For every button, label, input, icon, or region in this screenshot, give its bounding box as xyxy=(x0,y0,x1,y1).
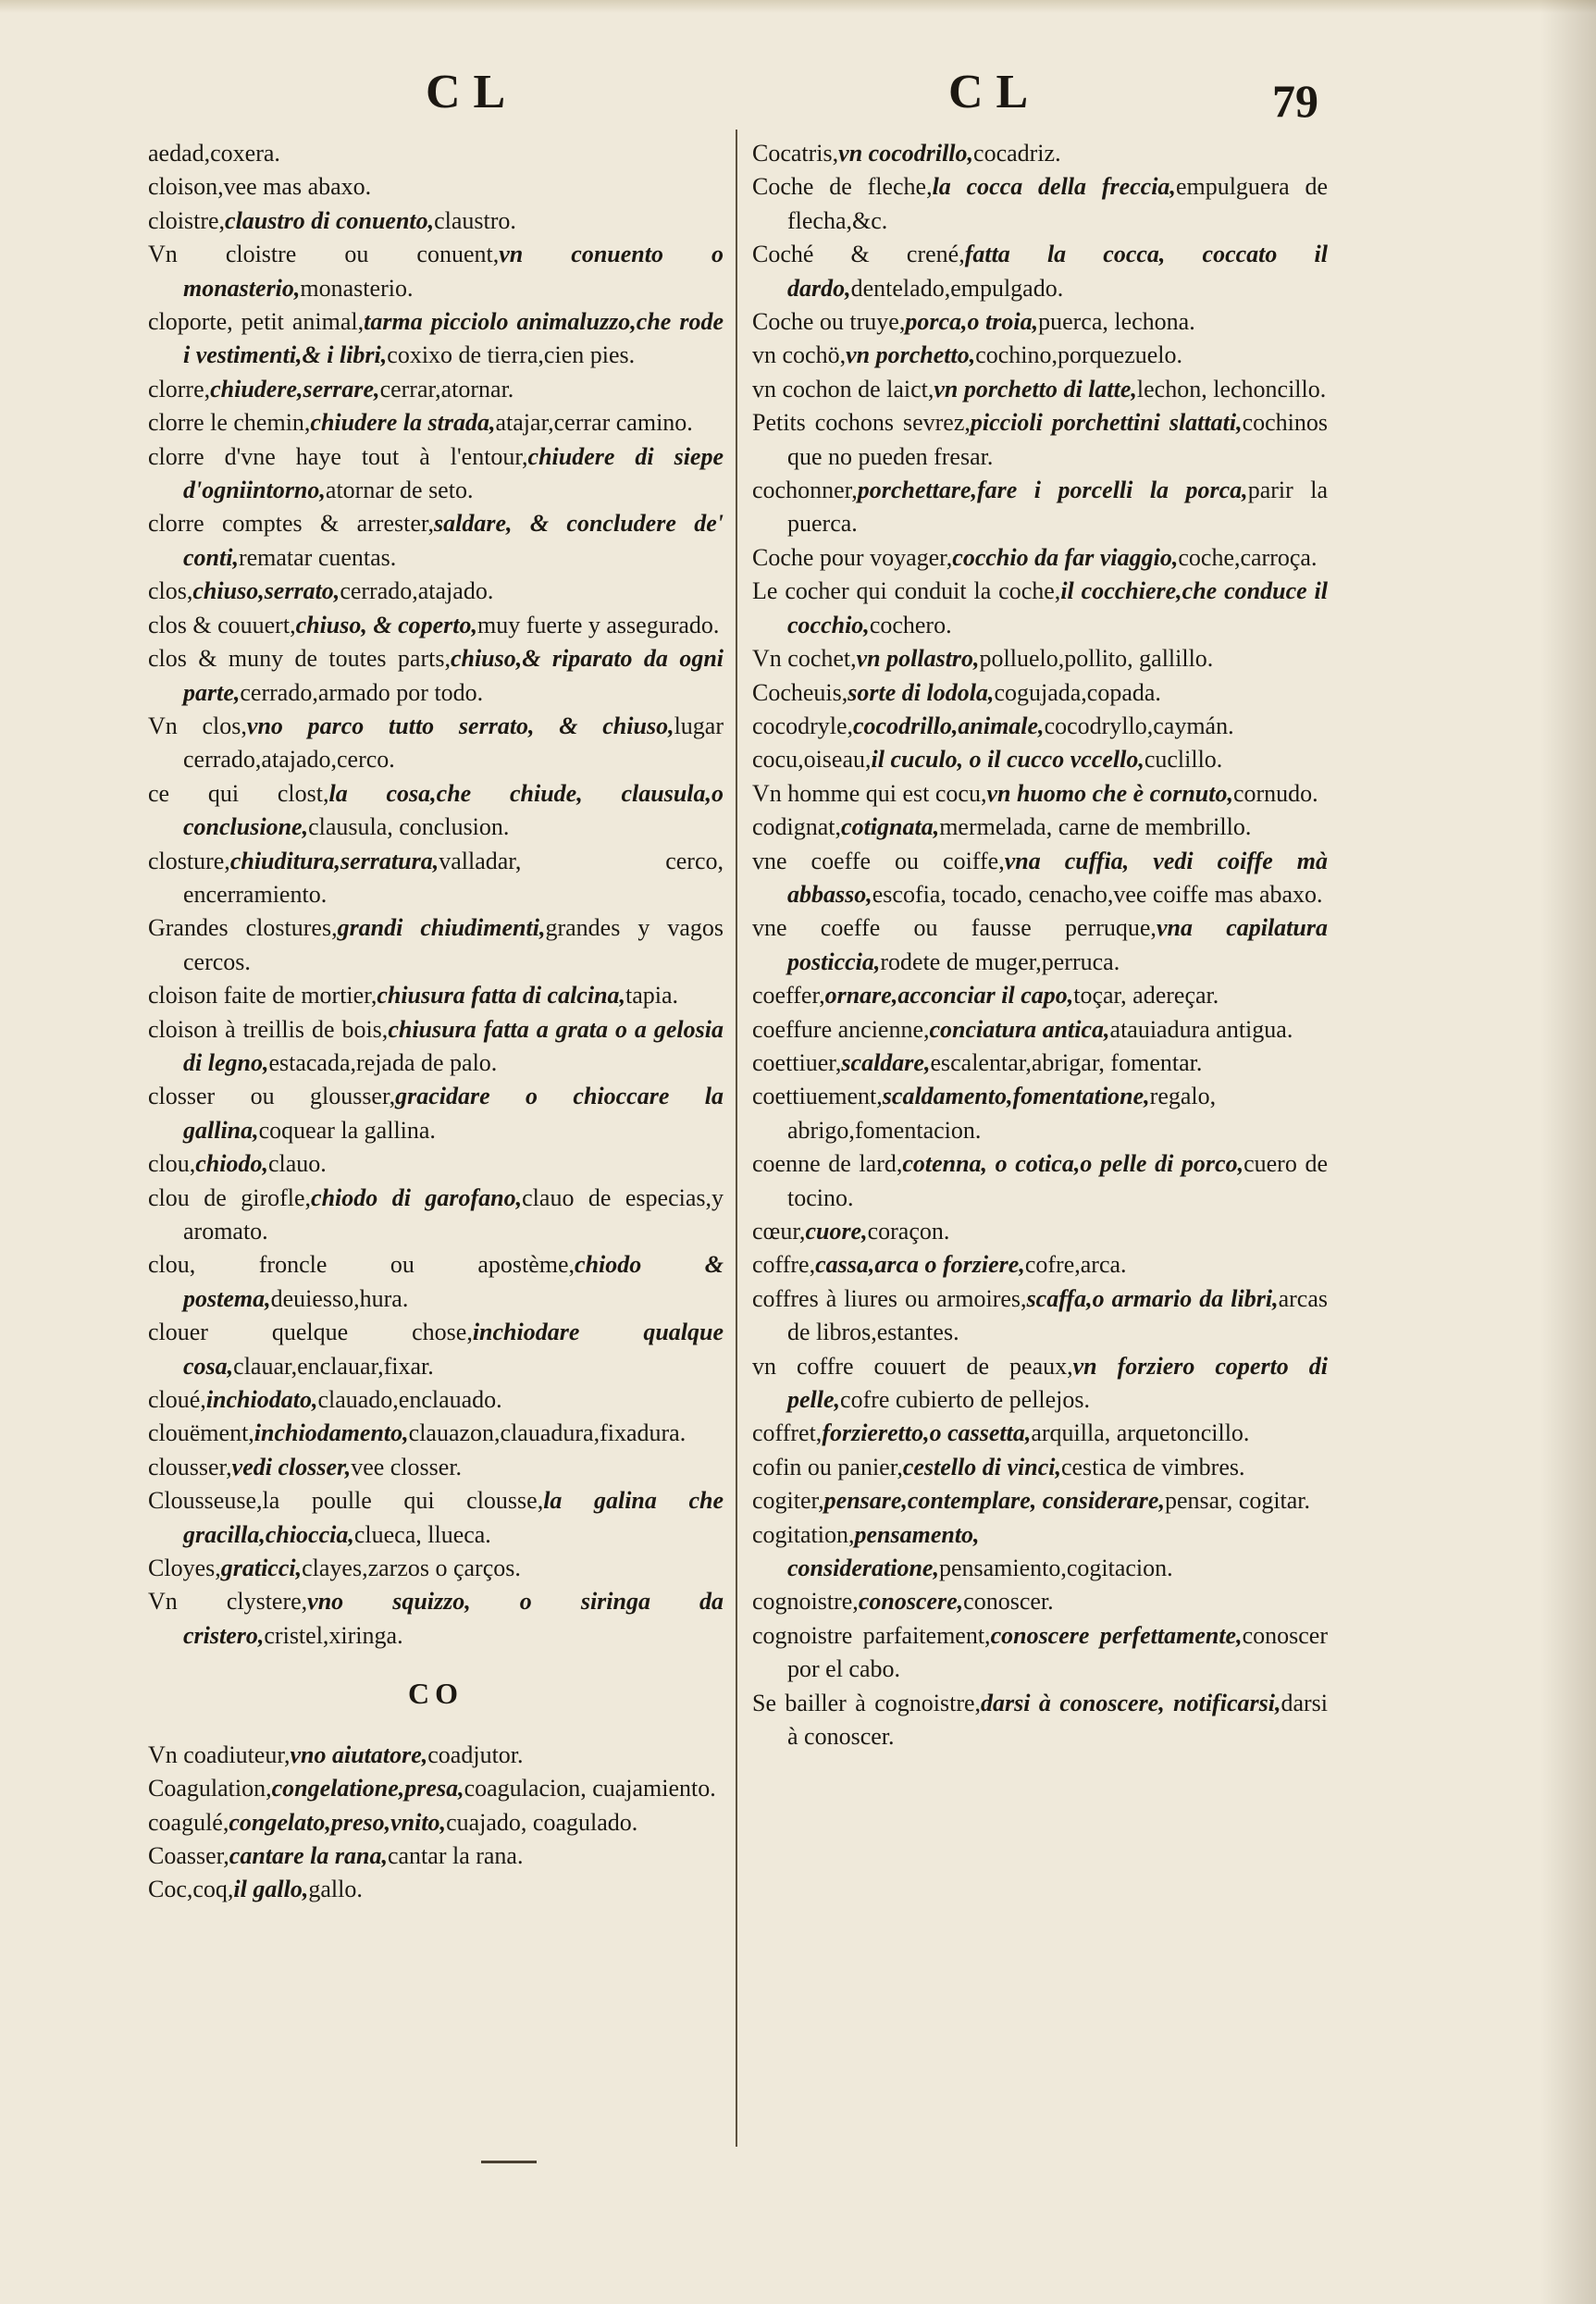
spanish-gloss: grandes y vagos cercos. xyxy=(183,914,724,975)
italian-gloss: vno parco tutto serrato, & chiuso, xyxy=(246,712,674,739)
running-header-right: CL xyxy=(948,66,1042,118)
dictionary-entry xyxy=(752,1619,1328,1687)
french-headword: Coasser, xyxy=(148,1841,229,1869)
french-headword: cogiter, xyxy=(752,1487,824,1515)
french-headword: cocodryle, xyxy=(752,712,854,739)
dictionary-entry xyxy=(148,507,724,575)
italian-gloss: porca,o troia, xyxy=(905,308,1039,336)
spanish-gloss: cerrar,atornar. xyxy=(379,375,514,403)
french-headword: closture, xyxy=(148,847,230,874)
dictionary-entry xyxy=(148,1772,724,1805)
dictionary-entry xyxy=(752,1518,1328,1586)
spanish-gloss: monasterio. xyxy=(300,274,414,302)
french-headword: cloison,vee mas abaxo. xyxy=(148,173,372,201)
italian-gloss: vn conuento o monasterio, xyxy=(183,241,724,302)
dictionary-entry xyxy=(752,1451,1328,1484)
spanish-gloss: parir la puerca. xyxy=(787,477,1328,538)
spanish-gloss: cornudo. xyxy=(1232,779,1318,807)
french-headword: clou, froncle ou apostème, xyxy=(148,1251,575,1279)
spanish-gloss: claustro. xyxy=(434,206,516,234)
spanish-gloss: pensamiento,cogitacion. xyxy=(938,1555,1173,1582)
dictionary-entry xyxy=(148,1013,724,1081)
french-headword: cognoistre parfaitement, xyxy=(752,1621,991,1649)
italian-gloss: chiudere,serrare, xyxy=(210,375,380,403)
dictionary-entry xyxy=(148,609,724,642)
french-headword: clorre comptes & arrester, xyxy=(148,510,434,538)
french-headword: clousser, xyxy=(148,1453,232,1480)
spanish-gloss: clayes,zarzos o çarços. xyxy=(302,1555,521,1582)
italian-gloss: chiusura fatta di calcina, xyxy=(377,982,626,1010)
italian-gloss: ornare,acconciar il capo, xyxy=(824,982,1074,1010)
dictionary-entry xyxy=(148,1248,724,1316)
spanish-gloss: cocadriz. xyxy=(973,140,1061,167)
spanish-gloss: mermelada, carne de membrillo. xyxy=(939,813,1252,841)
left-entries xyxy=(148,137,724,1653)
italian-gloss: vn cocodrillo, xyxy=(838,140,974,167)
french-headword: clorre d'vne haye tout à l'entour, xyxy=(148,442,528,470)
french-headword: clouer quelque chose, xyxy=(148,1319,473,1346)
italian-gloss: chiuso,& riparato da ogni parte, xyxy=(183,645,724,706)
italian-gloss: la galina che gracilla,chioccia, xyxy=(183,1487,724,1548)
page-number: 79 xyxy=(1272,75,1318,127)
spanish-gloss: cerrado,armado por todo. xyxy=(240,678,484,706)
french-headword: vn coffre couuert de peaux, xyxy=(752,1352,1073,1380)
dictionary-entry xyxy=(148,1739,724,1772)
spanish-gloss: polluelo,pollito, gallillo. xyxy=(979,645,1214,673)
italian-gloss: cuore, xyxy=(805,1218,868,1245)
spanish-gloss: conoscer. xyxy=(963,1588,1054,1616)
french-headword: clos & couuert, xyxy=(148,611,296,638)
dictionary-entry xyxy=(752,1147,1328,1215)
italian-gloss: fatta la cocca, coccato il dardo, xyxy=(787,241,1328,302)
french-headword: clos, xyxy=(148,577,193,605)
italian-gloss: inchiodare qualque cosa, xyxy=(183,1319,724,1380)
spanish-gloss: lechon, lechoncillo. xyxy=(1136,375,1327,403)
dictionary-entry xyxy=(148,642,724,710)
spanish-gloss: cristel,xiringa. xyxy=(264,1621,403,1649)
italian-gloss: vna cuffia, vedi coiffe mà abbasso, xyxy=(787,847,1328,908)
french-headword: coettiuement, xyxy=(752,1083,883,1110)
spanish-gloss: clauado,enclauado. xyxy=(317,1386,502,1414)
spanish-gloss: clauo de especias,y aromato. xyxy=(183,1183,724,1245)
italian-gloss: pensare,contemplare, considerare, xyxy=(823,1487,1165,1515)
left-entries-after xyxy=(148,1739,724,1907)
french-headword: coffre, xyxy=(752,1251,816,1279)
spanish-gloss: muy fuerte y assegurado. xyxy=(477,611,720,638)
dictionary-entry xyxy=(148,1147,724,1181)
dictionary-entry xyxy=(148,575,724,608)
italian-gloss: conoscere perfettamente, xyxy=(990,1621,1243,1649)
italian-gloss: forzieretto,o cassetta, xyxy=(822,1419,1032,1447)
spanish-gloss: cuclillo. xyxy=(1144,746,1223,774)
italian-gloss: cocodrillo,animale, xyxy=(853,712,1045,739)
french-headword: Se bailler à cognoistre, xyxy=(752,1689,982,1716)
dictionary-entry xyxy=(752,642,1328,675)
french-headword: cogitation, xyxy=(752,1520,855,1548)
french-headword: cochonner, xyxy=(752,477,858,504)
italian-gloss: il gallo, xyxy=(233,1876,309,1903)
italian-gloss: vno squizzo, o siringa da cristero, xyxy=(183,1588,724,1649)
french-headword: codignat, xyxy=(752,813,842,841)
french-headword: Petits cochons sevrez, xyxy=(752,409,971,437)
spanish-gloss: arcas de libros,estantes. xyxy=(787,1284,1329,1346)
dictionary-entry xyxy=(148,979,724,1012)
dictionary-entry xyxy=(148,238,724,305)
dictionary-entry xyxy=(148,1873,724,1906)
dictionary-entry xyxy=(148,710,724,777)
italian-gloss: scaldamento,fomentatione, xyxy=(882,1083,1150,1110)
spanish-gloss: gallo. xyxy=(308,1876,363,1903)
dictionary-entry xyxy=(148,1552,724,1585)
spanish-gloss: deuiesso,hura. xyxy=(270,1284,409,1312)
french-headword: coettiuer, xyxy=(752,1048,842,1076)
french-headword: vn cochö, xyxy=(752,341,847,369)
dictionary-entry xyxy=(752,406,1328,474)
dictionary-entry xyxy=(752,1687,1328,1754)
spanish-gloss: escofia, tocado, cenacho,vee coiffe mas abaxo. xyxy=(872,880,1323,908)
italian-gloss: chiusura fatta a grata o a gelosia di legno, xyxy=(183,1015,724,1076)
italian-gloss: graticci, xyxy=(220,1555,303,1582)
french-headword: cocu,oiseau, xyxy=(752,746,872,774)
italian-gloss: vn porchetto, xyxy=(846,341,976,369)
spanish-gloss: coche,carroça. xyxy=(1178,543,1318,571)
spanish-gloss: atornar de seto. xyxy=(325,477,474,504)
french-headword: Grandes clostures, xyxy=(148,914,338,942)
dictionary-entry xyxy=(752,339,1328,372)
french-headword: coffres à liures ou armoires, xyxy=(752,1284,1027,1312)
spanish-gloss: cochero. xyxy=(869,611,952,638)
spanish-gloss: coraçon. xyxy=(867,1218,950,1245)
french-headword: clorre le chemin, xyxy=(148,409,311,437)
italian-gloss: inchiodato, xyxy=(205,1386,318,1414)
dictionary-entry xyxy=(148,1383,724,1417)
italian-gloss: saldare, & concludere de' conti, xyxy=(183,510,724,571)
left-column xyxy=(148,137,724,1907)
spanish-gloss: clauo. xyxy=(268,1150,327,1178)
spanish-gloss: cofre cubierto de pellejos. xyxy=(840,1386,1091,1414)
french-headword: Cloyes, xyxy=(148,1555,221,1582)
italian-gloss: scaffa,o armario da libri, xyxy=(1026,1284,1279,1312)
french-headword: cognoistre, xyxy=(752,1588,859,1616)
dictionary-entry xyxy=(148,440,724,508)
french-headword: vn cochon de laict, xyxy=(752,375,934,403)
french-headword: cœur, xyxy=(752,1218,806,1245)
french-headword: cloistre, xyxy=(148,206,226,234)
french-headword: Clousseuse,la poulle qui clousse, xyxy=(148,1487,544,1515)
dictionary-entry xyxy=(148,305,724,373)
dictionary-entry xyxy=(752,305,1328,339)
spanish-gloss: coadjutor. xyxy=(427,1740,524,1768)
dictionary-entry xyxy=(148,1182,724,1249)
french-headword: cloporte, petit animal, xyxy=(148,308,365,336)
italian-gloss: chiuso,serrato, xyxy=(192,577,340,605)
dictionary-entry xyxy=(752,1417,1328,1450)
italian-gloss: cotenna, o cotica,o pelle di porco, xyxy=(902,1150,1244,1178)
spanish-gloss: toçar, adereçar. xyxy=(1073,982,1219,1010)
french-headword: coffret, xyxy=(752,1419,823,1447)
french-headword: vne coeffe ou coiffe, xyxy=(752,847,1005,874)
spanish-gloss: empulguera de flecha,&c. xyxy=(787,173,1329,234)
spanish-gloss: atauiadura antigua. xyxy=(1109,1015,1293,1043)
spanish-gloss: conoscer por el cabo. xyxy=(787,1621,1328,1683)
spanish-gloss: cuero de tocino. xyxy=(787,1150,1328,1211)
french-headword: Vn cloistre ou conuent, xyxy=(148,241,500,268)
dictionary-entry xyxy=(148,911,724,979)
italian-gloss: gracidare o chioccare la gallina, xyxy=(183,1083,724,1144)
right-column xyxy=(752,137,1328,1754)
italian-gloss: il cocchiere,che conduce il cocchio, xyxy=(787,577,1328,638)
french-headword: ce qui clost, xyxy=(148,779,329,807)
spanish-gloss: escalentar,abrigar, fomentar. xyxy=(930,1048,1203,1076)
french-headword: cloison à treillis de bois, xyxy=(148,1015,389,1043)
dictionary-entry xyxy=(752,911,1328,979)
french-headword: Cocatris, xyxy=(752,140,839,167)
spanish-gloss: clauar,enclauar,fixar. xyxy=(233,1352,434,1380)
dictionary-entry xyxy=(752,1350,1328,1418)
spanish-gloss: arquilla, arquetoncillo. xyxy=(1031,1419,1250,1447)
dictionary-entry xyxy=(752,845,1328,912)
right-entries xyxy=(752,137,1328,1754)
spanish-gloss: darsi à conoscer. xyxy=(787,1689,1328,1751)
spanish-gloss: cochinos que no pueden fresar. xyxy=(787,409,1328,470)
french-headword: clouëment, xyxy=(148,1419,254,1447)
italian-gloss: darsi à conoscere, notificarsi, xyxy=(981,1689,1281,1716)
column-divider xyxy=(736,130,737,2147)
italian-gloss: chiodo & postema, xyxy=(183,1251,724,1312)
italian-gloss: chiuditura,serratura, xyxy=(229,847,439,874)
dictionary-entry xyxy=(752,541,1328,575)
french-headword: Cocheuis, xyxy=(752,678,848,706)
dictionary-entry xyxy=(752,474,1328,541)
dictionary-entry xyxy=(752,1080,1328,1147)
dictionary-entry xyxy=(752,710,1328,743)
dictionary-entry xyxy=(148,1417,724,1450)
spanish-gloss: cantar la rana. xyxy=(387,1841,524,1869)
spanish-gloss: cocodryllo,caymán. xyxy=(1044,712,1234,739)
french-headword: Vn cochet, xyxy=(752,645,857,673)
italian-gloss: conciatura antica, xyxy=(929,1015,1110,1043)
spanish-gloss: cofre,arca. xyxy=(1024,1251,1127,1279)
french-headword: clorre, xyxy=(148,375,211,403)
italian-gloss: cotignata, xyxy=(841,813,940,841)
french-headword: Le cocher qui conduit la coche, xyxy=(752,577,1061,605)
dictionary-entry xyxy=(148,1806,724,1839)
italian-gloss: congelato,preso,vnito, xyxy=(229,1808,447,1836)
spanish-gloss: tapia. xyxy=(625,982,679,1010)
dictionary-entry xyxy=(752,137,1328,170)
french-headword: clou, xyxy=(148,1150,196,1178)
spanish-gloss: cerrado,atajado. xyxy=(340,577,494,605)
italian-gloss: la cosa,che chiude, clausula,o conclusione, xyxy=(183,779,724,841)
italian-gloss: grandi chiudimenti, xyxy=(337,914,546,942)
spanish-gloss: cuajado, coagulado. xyxy=(446,1808,638,1836)
french-headword: coeffure ancienne, xyxy=(752,1015,930,1043)
italian-gloss: sorte di lodola, xyxy=(847,678,995,706)
italian-gloss: cassa,arca o forziere, xyxy=(815,1251,1025,1279)
spanish-gloss: rodete de muger,perruca. xyxy=(880,948,1120,975)
dictionary-entry xyxy=(752,743,1328,776)
spanish-gloss: coagulacion, cuajamiento. xyxy=(464,1775,716,1802)
italian-gloss: vn porchetto di latte, xyxy=(934,375,1137,403)
french-headword: cloué, xyxy=(148,1386,206,1414)
italian-gloss: cocchio da far viaggio, xyxy=(952,543,1179,571)
spanish-gloss: coxixo de tierra,cien pies. xyxy=(387,341,636,369)
dictionary-entry xyxy=(752,811,1328,844)
dictionary-entry xyxy=(752,1585,1328,1618)
italian-gloss: congelatione,presa, xyxy=(271,1775,464,1802)
italian-gloss: inchiodamento, xyxy=(254,1419,409,1447)
italian-gloss: il cuculo, o il cucco vccello, xyxy=(871,746,1144,774)
dictionary-entry xyxy=(148,1080,724,1147)
italian-gloss: vn huomo che è cornuto, xyxy=(986,779,1233,807)
italian-gloss: tarma picciolo animaluzzo,che rode i vestimenti,& i libri, xyxy=(183,308,724,369)
italian-gloss: pensamento, consideratione, xyxy=(787,1520,980,1582)
french-headword: Coche ou truye, xyxy=(752,308,906,336)
italian-gloss: vn pollastro, xyxy=(856,645,980,673)
dictionary-entry xyxy=(752,979,1328,1012)
dictionary-entry xyxy=(148,1484,724,1552)
dictionary-entry xyxy=(148,845,724,912)
spanish-gloss: coquear la gallina. xyxy=(258,1116,436,1144)
french-headword: aedad,coxera. xyxy=(148,140,280,167)
french-headword: coenne de lard, xyxy=(752,1150,903,1178)
italian-gloss: chiuso, & coperto, xyxy=(295,611,478,638)
dictionary-entry xyxy=(752,1248,1328,1282)
section-heading: CO xyxy=(408,1677,464,1711)
spanish-gloss: clueca, llueca. xyxy=(353,1520,491,1548)
dictionary-entry xyxy=(752,1484,1328,1517)
spanish-gloss: regalo, abrigo,fomentacion. xyxy=(787,1083,1217,1144)
spanish-gloss: dentelado,empulgado. xyxy=(850,274,1064,302)
dictionary-entry xyxy=(148,204,724,238)
french-headword: coeffer, xyxy=(752,982,825,1010)
italian-gloss: chiudere la strada, xyxy=(310,409,496,437)
dictionary-entry xyxy=(148,406,724,440)
italian-gloss: claustro di conuento, xyxy=(225,206,435,234)
dictionary-entry xyxy=(148,1585,724,1653)
italian-gloss: vno aiutatore, xyxy=(290,1740,428,1768)
french-headword: cofin ou panier, xyxy=(752,1453,903,1480)
italian-gloss: conoscere, xyxy=(858,1588,964,1616)
spanish-gloss: cochino,porquezuelo. xyxy=(975,341,1183,369)
french-headword: Vn clystere, xyxy=(148,1588,308,1616)
spanish-gloss: cestica de vimbres. xyxy=(1060,1453,1245,1480)
italian-gloss: chiodo di garofano, xyxy=(311,1183,523,1211)
italian-gloss: scaldare, xyxy=(841,1048,931,1076)
running-header-left: CL xyxy=(426,66,519,118)
page-top-edge xyxy=(0,0,1596,13)
spanish-gloss: rematar cuentas. xyxy=(238,543,397,571)
italian-gloss: la cocca della freccia, xyxy=(932,173,1176,201)
italian-gloss: chiodo, xyxy=(195,1150,268,1178)
french-headword: Coche de fleche, xyxy=(752,173,933,201)
french-headword: Coc,coq, xyxy=(148,1876,234,1903)
spanish-gloss: clauazon,clauadura,fixadura. xyxy=(408,1419,687,1447)
spanish-gloss: pensar, cogitar. xyxy=(1164,1487,1311,1515)
dictionary-entry xyxy=(148,137,724,170)
bottom-rule xyxy=(481,2161,537,2163)
dictionary-entry xyxy=(148,373,724,406)
french-headword: Vn homme qui est cocu, xyxy=(752,779,987,807)
french-headword: closser ou glousser, xyxy=(148,1083,396,1110)
italian-gloss: vna capilatura posticcia, xyxy=(787,914,1328,975)
italian-gloss: cestello di vinci, xyxy=(902,1453,1061,1480)
spanish-gloss: cogujada,copada. xyxy=(994,678,1161,706)
french-headword: Vn clos, xyxy=(148,712,247,739)
dictionary-entry xyxy=(148,1451,724,1484)
dictionary-entry xyxy=(752,575,1328,642)
french-headword: clos & muny de toutes parts, xyxy=(148,645,451,673)
dictionary-entry xyxy=(148,1316,724,1383)
french-headword: Coche pour voyager, xyxy=(752,543,953,571)
italian-gloss: piccioli porchettini slattati, xyxy=(970,409,1243,437)
french-headword: Coagulation, xyxy=(148,1775,272,1802)
french-headword: coagulé, xyxy=(148,1808,229,1836)
italian-gloss: vedi closser, xyxy=(231,1453,352,1480)
dictionary-entry xyxy=(752,676,1328,710)
dictionary-entry xyxy=(752,1047,1328,1080)
spanish-gloss: estacada,rejada de palo. xyxy=(268,1048,498,1076)
french-headword: clou de girofle, xyxy=(148,1183,312,1211)
spanish-gloss: clausula, conclusion. xyxy=(308,813,510,841)
dictionary-entry xyxy=(752,1013,1328,1047)
spanish-gloss: puerca, lechona. xyxy=(1038,308,1195,336)
spanish-gloss: valladar, cerco, encerramiento. xyxy=(183,847,724,908)
spanish-gloss: lugar cerrado,atajado,cerco. xyxy=(183,712,724,774)
dictionary-entry xyxy=(752,373,1328,406)
dictionary-entry xyxy=(148,170,724,204)
french-headword: vne coeffe ou fausse perruque, xyxy=(752,914,1157,942)
dictionary-entry xyxy=(752,238,1328,305)
italian-gloss: cantare la rana, xyxy=(229,1841,388,1869)
spanish-gloss: vee closser. xyxy=(351,1453,463,1480)
french-headword: Coché & crené, xyxy=(752,241,965,268)
spanish-gloss: atajar,cerrar camino. xyxy=(495,409,693,437)
french-headword: Vn coadiuteur, xyxy=(148,1740,291,1768)
italian-gloss: chiudere di siepe d'ogniintorno, xyxy=(183,442,724,504)
french-headword: cloison faite de mortier, xyxy=(148,982,377,1010)
dictionary-entry xyxy=(752,777,1328,811)
italian-gloss: vn forziero coperto di pelle, xyxy=(787,1352,1329,1414)
italian-gloss: porchettare,fare i porcelli la porca, xyxy=(857,477,1248,504)
page-edge-shadow xyxy=(1540,0,1596,2304)
dictionary-entry xyxy=(752,1282,1328,1350)
dictionary-entry xyxy=(752,170,1328,238)
dictionary-entry xyxy=(148,777,724,845)
dictionary-entry xyxy=(752,1215,1328,1248)
dictionary-entry xyxy=(148,1839,724,1873)
